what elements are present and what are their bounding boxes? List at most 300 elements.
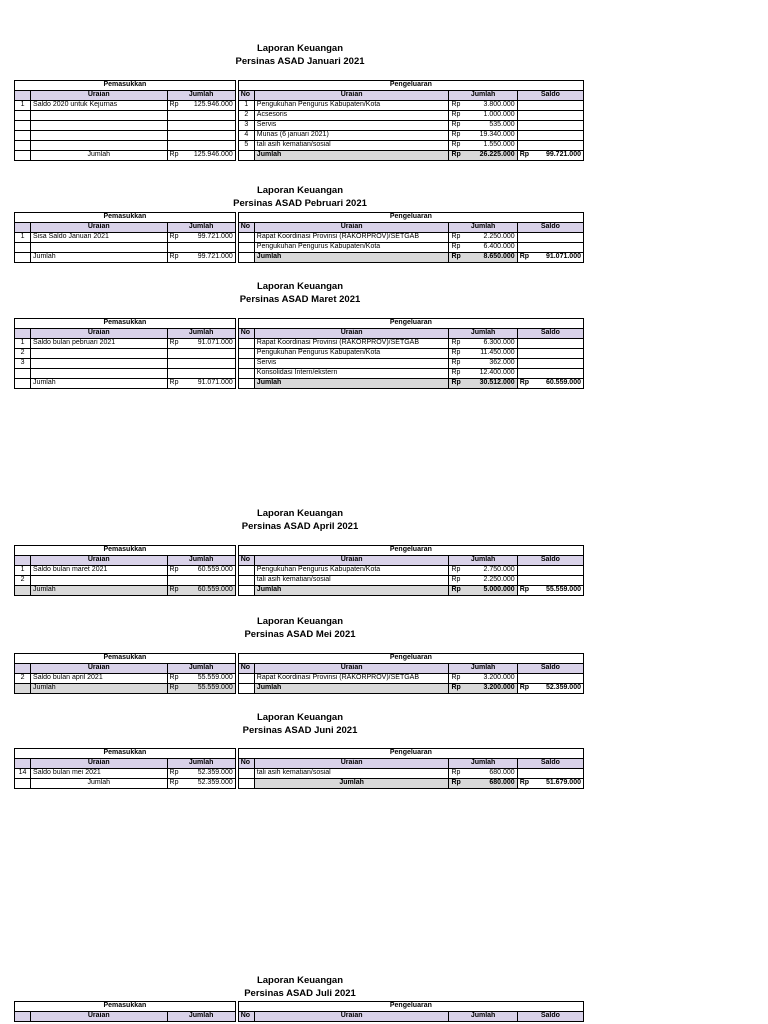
expense-desc-header: Uraian	[254, 329, 449, 339]
income-total-amount	[167, 586, 235, 596]
amount-value: 362.000	[489, 359, 515, 367]
expense-amount	[449, 769, 517, 779]
subheader-row	[15, 1012, 584, 1022]
saldo-cell	[517, 769, 583, 779]
header-row	[15, 319, 584, 329]
currency-label: Rp	[169, 586, 179, 594]
amount-value: 12.400.000	[479, 369, 515, 377]
currency-label: Rp	[169, 339, 179, 347]
table-row	[15, 566, 584, 576]
saldo-header: Saldo	[517, 223, 583, 233]
expense-amount	[449, 349, 517, 359]
income-header: Pemasukkan	[15, 213, 236, 223]
income-desc: Sisa Saldo Januari 2021	[31, 233, 167, 243]
saldo-header: Saldo	[517, 556, 583, 566]
amount-value: 11.450.000	[480, 349, 515, 357]
header-row	[15, 546, 584, 556]
income-desc-header: Uraian	[31, 223, 167, 233]
amount-value: 60.559.000	[545, 379, 581, 387]
expense-no-header: No	[238, 759, 254, 769]
report-subtitle: Persinas ASAD Januari 2021	[235, 56, 365, 67]
expense-total-label: Jumlah	[254, 684, 449, 694]
expense-header: Pengeluaran	[238, 81, 583, 91]
income-header: Pemasukkan	[15, 1002, 236, 1012]
income-amount	[167, 243, 235, 253]
currency-label: Rp	[451, 359, 461, 367]
currency-label: Rp	[451, 586, 461, 594]
saldo-value	[517, 379, 583, 389]
income-total-amount	[167, 151, 235, 161]
expense-no: 1	[238, 101, 254, 111]
saldo-cell	[517, 111, 583, 121]
expense-amount-header: Jumlah	[449, 556, 517, 566]
income-no: 2	[15, 674, 31, 684]
amount-value: 3.200.000	[483, 674, 515, 682]
saldo-cell	[517, 349, 583, 359]
expense-amount	[449, 576, 517, 586]
currency-label: Rp	[451, 121, 461, 129]
expense-total-label: Jumlah	[254, 151, 449, 161]
amount-value: 8.650.000	[483, 253, 515, 261]
expense-no	[238, 339, 254, 349]
report-title: Laporan Keuangan	[256, 616, 344, 627]
expense-header: Pengeluaran	[238, 546, 583, 556]
income-no	[15, 131, 31, 141]
report-subtitle: Persinas ASAD Juni 2021	[242, 725, 358, 736]
expense-no	[238, 769, 254, 779]
income-desc-header: Uraian	[31, 556, 167, 566]
expense-no	[238, 359, 254, 369]
expense-amount-header: Jumlah	[449, 1012, 517, 1022]
income-total-no	[15, 253, 31, 263]
amount-value: 535.000	[489, 121, 515, 129]
income-total-label: Jumlah	[31, 253, 167, 263]
expense-no-header: No	[238, 556, 254, 566]
finance-table	[14, 748, 584, 789]
expense-amount	[449, 233, 517, 243]
expense-no-header: No	[238, 91, 254, 101]
expense-amount-header: Jumlah	[449, 329, 517, 339]
expense-desc-header: Uraian	[254, 759, 449, 769]
expense-desc-header: Uraian	[254, 223, 449, 233]
expense-desc: Rapat Koordinasi Provinsi (RAKORPROV)/SETGAB	[254, 233, 449, 243]
expense-total-label: Jumlah	[254, 379, 449, 389]
expense-header: Pengeluaran	[238, 749, 583, 759]
income-amount	[167, 141, 235, 151]
saldo-value	[517, 253, 583, 263]
expense-no	[238, 674, 254, 684]
report-subtitle: Persinas ASAD Maret 2021	[239, 294, 361, 305]
income-amount	[167, 674, 235, 684]
expense-header: Pengeluaran	[238, 213, 583, 223]
saldo-header: Saldo	[517, 664, 583, 674]
expense-desc-header: Uraian	[254, 1012, 449, 1022]
expense-desc: Rapat Koordinasi Provinsi (RAKORPROV)/SETGAB	[254, 339, 449, 349]
subheader-row	[15, 329, 584, 339]
income-no: 1	[15, 566, 31, 576]
income-amount	[167, 359, 235, 369]
amount-value: 1.550.000	[483, 141, 515, 149]
currency-label: Rp	[519, 151, 530, 159]
expense-no	[238, 243, 254, 253]
expense-desc: Pengukuhan Pengurus Kabupaten/Kota	[254, 349, 449, 359]
income-amount	[167, 339, 235, 349]
income-amount-header: Jumlah	[167, 556, 235, 566]
income-no-header	[15, 1012, 31, 1022]
currency-label: Rp	[169, 379, 179, 387]
income-amount-header: Jumlah	[167, 329, 235, 339]
table-row	[15, 141, 584, 151]
expense-amount-header: Jumlah	[449, 664, 517, 674]
expense-total-amount	[449, 586, 517, 596]
income-amount-header: Jumlah	[167, 759, 235, 769]
income-no-header	[15, 759, 31, 769]
currency-label: Rp	[451, 233, 461, 241]
header-row	[15, 213, 584, 223]
income-desc	[31, 131, 167, 141]
income-no: 14	[15, 769, 31, 779]
saldo-cell	[517, 674, 583, 684]
saldo-cell	[517, 121, 583, 131]
saldo-value	[517, 684, 583, 694]
expense-total-no	[238, 379, 254, 389]
currency-label: Rp	[169, 566, 179, 574]
report-title: Laporan Keuangan	[256, 281, 344, 292]
expense-no: 2	[238, 111, 254, 121]
income-amount	[167, 369, 235, 379]
amount-value: 55.559.000	[197, 674, 233, 682]
currency-label: Rp	[169, 151, 179, 159]
amount-value: 91.071.000	[197, 339, 233, 347]
income-amount	[167, 576, 235, 586]
expense-total-label: Jumlah	[254, 253, 449, 263]
finance-table	[14, 212, 584, 263]
expense-total-no	[238, 779, 254, 789]
currency-label: Rp	[451, 151, 461, 159]
currency-label: Rp	[451, 769, 461, 777]
report-subtitle: Persinas ASAD Pebruari 2021	[233, 198, 367, 209]
income-amount	[167, 566, 235, 576]
expense-no-header: No	[238, 223, 254, 233]
table-row	[15, 369, 584, 379]
expense-total-no	[238, 253, 254, 263]
table-row	[15, 339, 584, 349]
income-desc	[31, 111, 167, 121]
expense-no	[238, 566, 254, 576]
income-total-no	[15, 779, 31, 789]
income-total-amount	[167, 779, 235, 789]
income-total-label: Jumlah	[31, 586, 167, 596]
table-row	[15, 131, 584, 141]
subheader-row	[15, 664, 584, 674]
income-desc	[31, 121, 167, 131]
income-total-no	[15, 379, 31, 389]
amount-value: 19.340.000	[479, 131, 515, 139]
amount-value: 3.200.000	[483, 684, 515, 692]
table-row	[15, 349, 584, 359]
amount-value: 91.071.000	[545, 253, 581, 261]
amount-value: 6.300.000	[483, 339, 515, 347]
expense-total-no	[238, 151, 254, 161]
currency-label: Rp	[169, 233, 179, 241]
income-no-header	[15, 91, 31, 101]
expense-desc-header: Uraian	[254, 91, 449, 101]
report-title: Laporan Keuangan	[256, 185, 344, 196]
income-no: 2	[15, 576, 31, 586]
income-desc-header: Uraian	[31, 329, 167, 339]
expense-total-label: Jumlah	[254, 586, 449, 596]
table-row	[15, 674, 584, 684]
currency-label: Rp	[451, 674, 461, 682]
report-subtitle: Persinas ASAD Juli 2021	[244, 988, 356, 999]
saldo-cell	[517, 243, 583, 253]
income-desc: Saldo bulan april 2021	[31, 674, 167, 684]
currency-label: Rp	[519, 586, 530, 594]
expense-desc: Munas (6 januari 2021)	[254, 131, 449, 141]
expense-desc-header: Uraian	[254, 664, 449, 674]
amount-value: 60.559.000	[197, 586, 233, 594]
amount-value: 2.750.000	[483, 566, 515, 574]
saldo-cell	[517, 576, 583, 586]
amount-value: 3.800.000	[483, 101, 515, 109]
amount-value: 680.000	[489, 779, 515, 787]
expense-header: Pengeluaran	[238, 319, 583, 329]
currency-label: Rp	[451, 101, 461, 109]
income-total-amount	[167, 253, 235, 263]
subheader-row	[15, 91, 584, 101]
expense-amount	[449, 101, 517, 111]
amount-value: 91.071.000	[197, 379, 233, 387]
amount-value: 125.946.000	[193, 101, 233, 109]
currency-label: Rp	[519, 253, 530, 261]
expense-no	[238, 576, 254, 586]
saldo-cell	[517, 233, 583, 243]
table-row	[15, 359, 584, 369]
report-subtitle: Persinas ASAD Mei 2021	[244, 629, 356, 640]
income-desc	[31, 141, 167, 151]
total-row	[15, 253, 584, 263]
expense-total-amount	[449, 253, 517, 263]
amount-value: 60.559.000	[197, 566, 233, 574]
income-amount	[167, 769, 235, 779]
income-no	[15, 369, 31, 379]
saldo-value	[517, 586, 583, 596]
table-row	[15, 121, 584, 131]
saldo-cell	[517, 141, 583, 151]
subheader-row	[15, 223, 584, 233]
expense-desc: tali asih kematian/sosial	[254, 576, 449, 586]
income-amount	[167, 349, 235, 359]
table-row	[15, 111, 584, 121]
expense-desc: Rapat Koordinasi Provinsi (RAKORPROV)/SETGAB	[254, 674, 449, 684]
expense-amount	[449, 121, 517, 131]
income-amount	[167, 101, 235, 111]
total-row	[15, 151, 584, 161]
saldo-cell	[517, 339, 583, 349]
table-row	[15, 101, 584, 111]
expense-amount-header: Jumlah	[449, 91, 517, 101]
currency-label: Rp	[169, 779, 179, 787]
expense-amount	[449, 566, 517, 576]
income-amount	[167, 131, 235, 141]
income-total-label: Jumlah	[31, 779, 167, 789]
finance-table	[14, 1001, 584, 1022]
expense-total-amount	[449, 379, 517, 389]
income-desc: Saldo bulan maret 2021	[31, 566, 167, 576]
expense-desc: Pengukuhan Pengurus Kabupaten/Kota	[254, 243, 449, 253]
header-row	[15, 1002, 584, 1012]
amount-value: 52.359.000	[545, 684, 581, 692]
income-total-label: Jumlah	[31, 684, 167, 694]
subheader-row	[15, 556, 584, 566]
income-desc	[31, 369, 167, 379]
expense-no-header: No	[238, 664, 254, 674]
amount-value: 2.250.000	[483, 576, 515, 584]
expense-amount	[449, 359, 517, 369]
total-row	[15, 379, 584, 389]
currency-label: Rp	[519, 684, 530, 692]
expense-total-label: Jumlah	[254, 779, 449, 789]
expense-no: 4	[238, 131, 254, 141]
saldo-header: Saldo	[517, 91, 583, 101]
amount-value: 99.721.000	[197, 253, 233, 261]
income-amount	[167, 233, 235, 243]
report-title: Laporan Keuangan	[256, 712, 344, 723]
expense-desc: Pengukuhan Pengurus Kabupaten/Kota	[254, 566, 449, 576]
saldo-cell	[517, 101, 583, 111]
income-desc-header: Uraian	[31, 1012, 167, 1022]
income-header: Pemasukkan	[15, 319, 236, 329]
amount-value: 55.559.000	[197, 684, 233, 692]
income-no	[15, 141, 31, 151]
report-title: Laporan Keuangan	[256, 975, 344, 986]
expense-total-no	[238, 586, 254, 596]
income-header: Pemasukkan	[15, 749, 236, 759]
amount-value: 52.359.000	[197, 779, 233, 787]
income-total-no	[15, 684, 31, 694]
expense-desc-header: Uraian	[254, 556, 449, 566]
expense-no: 5	[238, 141, 254, 151]
table-row	[15, 576, 584, 586]
currency-label: Rp	[451, 349, 461, 357]
income-no-header	[15, 223, 31, 233]
total-row	[15, 684, 584, 694]
income-amount-header: Jumlah	[167, 223, 235, 233]
expense-amount	[449, 369, 517, 379]
income-total-label: Jumlah	[31, 379, 167, 389]
header-row	[15, 81, 584, 91]
saldo-cell	[517, 566, 583, 576]
income-desc	[31, 359, 167, 369]
expense-total-amount	[449, 151, 517, 161]
income-desc	[31, 576, 167, 586]
table-row	[15, 243, 584, 253]
currency-label: Rp	[451, 243, 461, 251]
expense-no-header: No	[238, 329, 254, 339]
income-no-header	[15, 329, 31, 339]
amount-value: 1.000.000	[483, 111, 515, 119]
income-no	[15, 111, 31, 121]
expense-no-header: No	[238, 1012, 254, 1022]
income-header: Pemasukkan	[15, 546, 236, 556]
income-no: 1	[15, 101, 31, 111]
saldo-cell	[517, 131, 583, 141]
currency-label: Rp	[451, 566, 461, 574]
income-total-label: Jumlah	[31, 151, 167, 161]
income-header: Pemasukkan	[15, 654, 236, 664]
saldo-cell	[517, 369, 583, 379]
expense-desc: Servis	[254, 121, 449, 131]
expense-total-amount	[449, 779, 517, 789]
currency-label: Rp	[451, 141, 461, 149]
expense-amount	[449, 339, 517, 349]
saldo-header: Saldo	[517, 1012, 583, 1022]
expense-no	[238, 349, 254, 359]
currency-label: Rp	[169, 253, 179, 261]
income-amount-header: Jumlah	[167, 91, 235, 101]
currency-label: Rp	[169, 674, 179, 682]
expense-no	[238, 233, 254, 243]
header-row	[15, 654, 584, 664]
amount-value: 30.512.000	[479, 379, 515, 387]
currency-label: Rp	[169, 769, 179, 777]
finance-table	[14, 318, 584, 389]
saldo-value	[517, 151, 583, 161]
income-total-amount	[167, 379, 235, 389]
expense-amount	[449, 111, 517, 121]
total-row	[15, 779, 584, 789]
amount-value: 99.721.000	[545, 151, 581, 159]
expense-desc: Acsesoris	[254, 111, 449, 121]
subheader-row	[15, 759, 584, 769]
currency-label: Rp	[519, 779, 530, 787]
expense-amount-header: Jumlah	[449, 759, 517, 769]
currency-label: Rp	[451, 576, 461, 584]
expense-amount	[449, 674, 517, 684]
expense-amount	[449, 131, 517, 141]
expense-desc: Konsolidasi Intern/ekstern	[254, 369, 449, 379]
income-amount-header: Jumlah	[167, 664, 235, 674]
income-no: 2	[15, 349, 31, 359]
expense-no: 3	[238, 121, 254, 131]
expense-amount	[449, 243, 517, 253]
income-total-amount	[167, 684, 235, 694]
expense-total-amount	[449, 684, 517, 694]
table-row	[15, 233, 584, 243]
report-title: Laporan Keuangan	[256, 43, 344, 54]
currency-label: Rp	[169, 101, 179, 109]
income-no	[15, 121, 31, 131]
expense-no	[238, 369, 254, 379]
amount-value: 125.946.000	[193, 151, 233, 159]
finance-table	[14, 653, 584, 694]
income-amount	[167, 111, 235, 121]
income-desc	[31, 349, 167, 359]
amount-value: 55.559.000	[545, 586, 581, 594]
amount-value: 26.225.000	[479, 151, 515, 159]
finance-table	[14, 80, 584, 161]
income-amount-header: Jumlah	[167, 1012, 235, 1022]
report-subtitle: Persinas ASAD April 2021	[241, 521, 359, 532]
report-title: Laporan Keuangan	[256, 508, 344, 519]
expense-desc: Pengukuhan Pengurus Kabupaten/Kota	[254, 101, 449, 111]
income-no: 1	[15, 339, 31, 349]
expense-desc: Servis	[254, 359, 449, 369]
expense-header: Pengeluaran	[238, 1002, 583, 1012]
currency-label: Rp	[451, 779, 461, 787]
amount-value: 5.000.000	[483, 586, 515, 594]
income-no	[15, 243, 31, 253]
